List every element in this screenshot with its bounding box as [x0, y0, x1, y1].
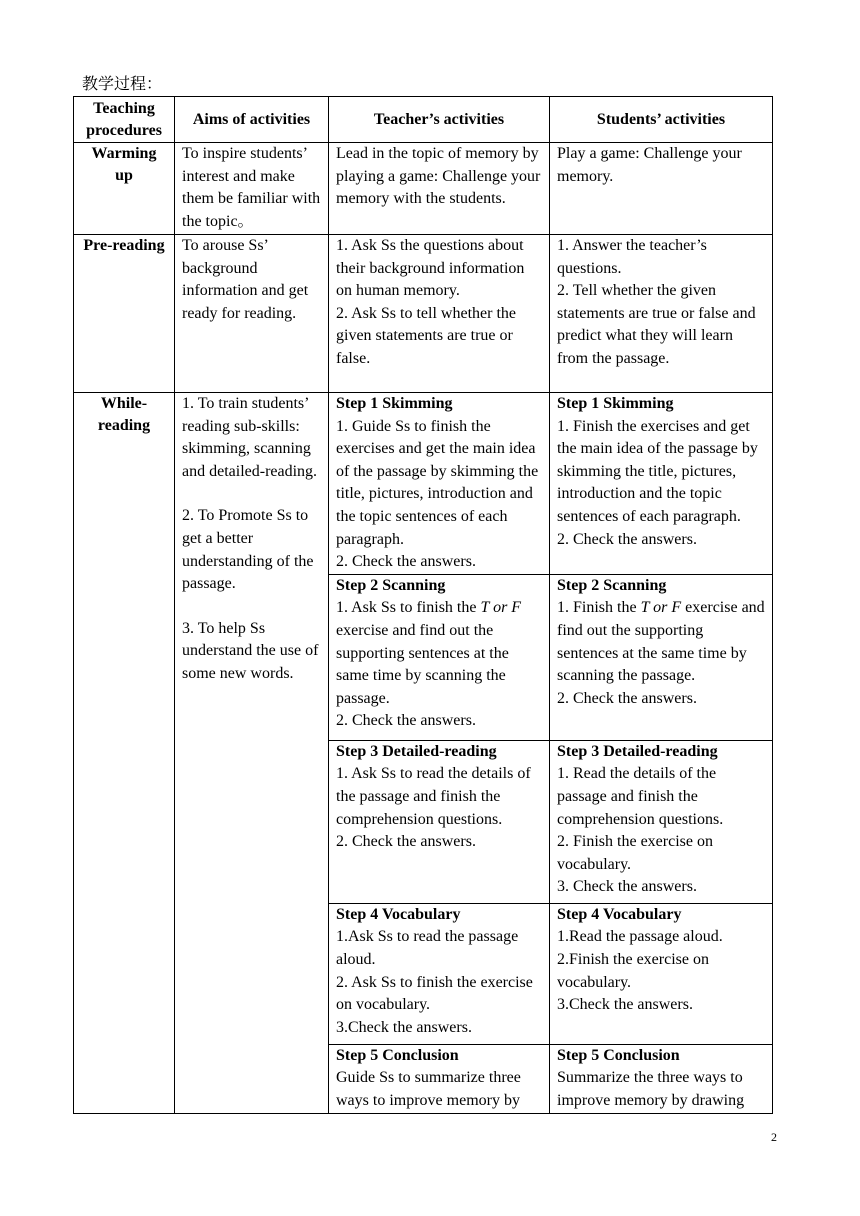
teacher-cell [329, 574, 550, 740]
step-title: Step 2 Scanning [557, 576, 667, 594]
section-title: 教学过程： [82, 74, 163, 93]
students-cell [550, 574, 773, 740]
students-cell: Play a game: Challenge your memory. [550, 143, 773, 235]
step-title: Step 5 Conclusion [557, 1046, 680, 1064]
teacher-item: 2. Check the answers. [336, 553, 476, 571]
students-item: 2. Tell whether the given statements are true or false and predict what they will learn from the passage. [557, 282, 756, 367]
step-title: Step 3 Detailed-reading [336, 742, 497, 760]
step-title: Step 3 Detailed-reading [557, 742, 718, 760]
procedure-warming-up: Warming up [74, 143, 175, 235]
header-teacher: Teacher’s activities [329, 97, 550, 143]
students-cell [550, 235, 773, 393]
text-span: 1. Finish the [557, 599, 641, 617]
students-item: 1. Answer the teacher’s questions. [557, 237, 707, 277]
students-cell [550, 1044, 773, 1113]
teacher-item: 2. Check the answers. [336, 712, 476, 730]
teacher-item: 3.Check the answers. [336, 1018, 472, 1036]
table-row [74, 393, 773, 575]
step-title: Step 2 Scanning [336, 576, 446, 594]
teacher-item: 2. Ask Ss to tell whether the given statements are true or false. [336, 304, 516, 367]
lesson-table [73, 96, 773, 1114]
students-item: 2. Check the answers. [557, 530, 697, 548]
teacher-cell [329, 393, 550, 575]
step-title: Step 4 Vocabulary [557, 905, 682, 923]
teacher-cell: Lead in the topic of memory by playing a game: Challenge your memory with the students. [329, 143, 550, 235]
teacher-item: 1. Ask Ss to read the details of the passage and finish the comprehension questions. [336, 765, 531, 828]
italic-term: T or F [480, 599, 522, 617]
step-title: Step 5 Conclusion [336, 1046, 459, 1064]
teacher-item: 1. Guide Ss to finish the exercises and get the main idea of the passage by skimming the title, pictures, introduction and the topic sentences of each paragraph. [336, 417, 539, 548]
students-item: 2. Check the answers. [557, 689, 697, 707]
teacher-cell [329, 740, 550, 903]
header-procedures: Teaching procedures [74, 97, 175, 143]
students-item [557, 597, 765, 687]
page-number: 2 [771, 1130, 777, 1144]
table-row [74, 235, 773, 393]
text-span: 1. Ask Ss to finish the [336, 599, 481, 617]
teacher-item: 2. Check the answers. [336, 833, 476, 851]
aims-item: 3. To help Ss understand the use of some new words. [182, 619, 319, 682]
header-aims: Aims of activities [175, 97, 329, 143]
teacher-item: 1.Ask Ss to read the passage aloud. [336, 928, 519, 968]
teacher-cell [329, 1044, 550, 1113]
teacher-item: 1. Ask Ss the questions about their background information on human memory. [336, 237, 525, 300]
header-row [74, 97, 773, 143]
table-row [74, 143, 773, 235]
students-item: 1.Read the passage aloud. [557, 928, 723, 946]
students-item: 1. Read the details of the passage and finish the comprehension questions. [557, 765, 724, 828]
aims-cell: To arouse Ss’ background information and get ready for reading. [175, 235, 329, 393]
teacher-item [336, 597, 542, 710]
text-span: exercise and find out the supporting sentences at the same time by scanning the passage. [336, 621, 509, 707]
aims-cell: To inspire students’ interest and make them be familiar with the topic。 [175, 143, 329, 235]
students-item: 3. Check the answers. [557, 878, 697, 896]
students-item: 2.Finish the exercise on vocabulary. [557, 950, 709, 991]
header-students: Students’ activities [550, 97, 773, 143]
aims-cell [175, 393, 329, 1114]
students-item: 3.Check the answers. [557, 996, 693, 1014]
teacher-cell [329, 235, 550, 393]
teacher-item: Guide Ss to summarize three ways to improve memory by [336, 1069, 521, 1109]
procedure-pre-reading: Pre-reading [74, 235, 175, 393]
step-title: Step 1 Skimming [557, 395, 674, 412]
students-cell [550, 393, 773, 575]
aims-item: 2. To Promote Ss to get a better understanding of the passage. [182, 507, 314, 593]
procedure-while-reading: While-reading [74, 393, 175, 1114]
step-title: Step 1 Skimming [336, 395, 453, 412]
teacher-item: 2. Ask Ss to finish the exercise on vocabulary. [336, 973, 533, 1014]
students-cell [550, 903, 773, 1044]
aims-item: 1. To train students’ reading sub-skills: skimming, scanning and detailed-reading. [182, 395, 318, 480]
students-cell [550, 740, 773, 903]
students-item: 1. Finish the exercises and get the main idea of the passage by skimming the title, pictures, introduction and the topic sentences of each paragraph. [557, 417, 758, 525]
teacher-cell [329, 903, 550, 1044]
students-item: 2. Finish the exercise on vocabulary. [557, 833, 713, 873]
step-title: Step 4 Vocabulary [336, 905, 461, 923]
text-span: exercise and find out the supporting sentences at the same time by scanning the passage. [557, 599, 765, 685]
italic-term: T or F [640, 599, 682, 617]
students-item: Summarize the three ways to improve memory by drawing [557, 1069, 745, 1109]
